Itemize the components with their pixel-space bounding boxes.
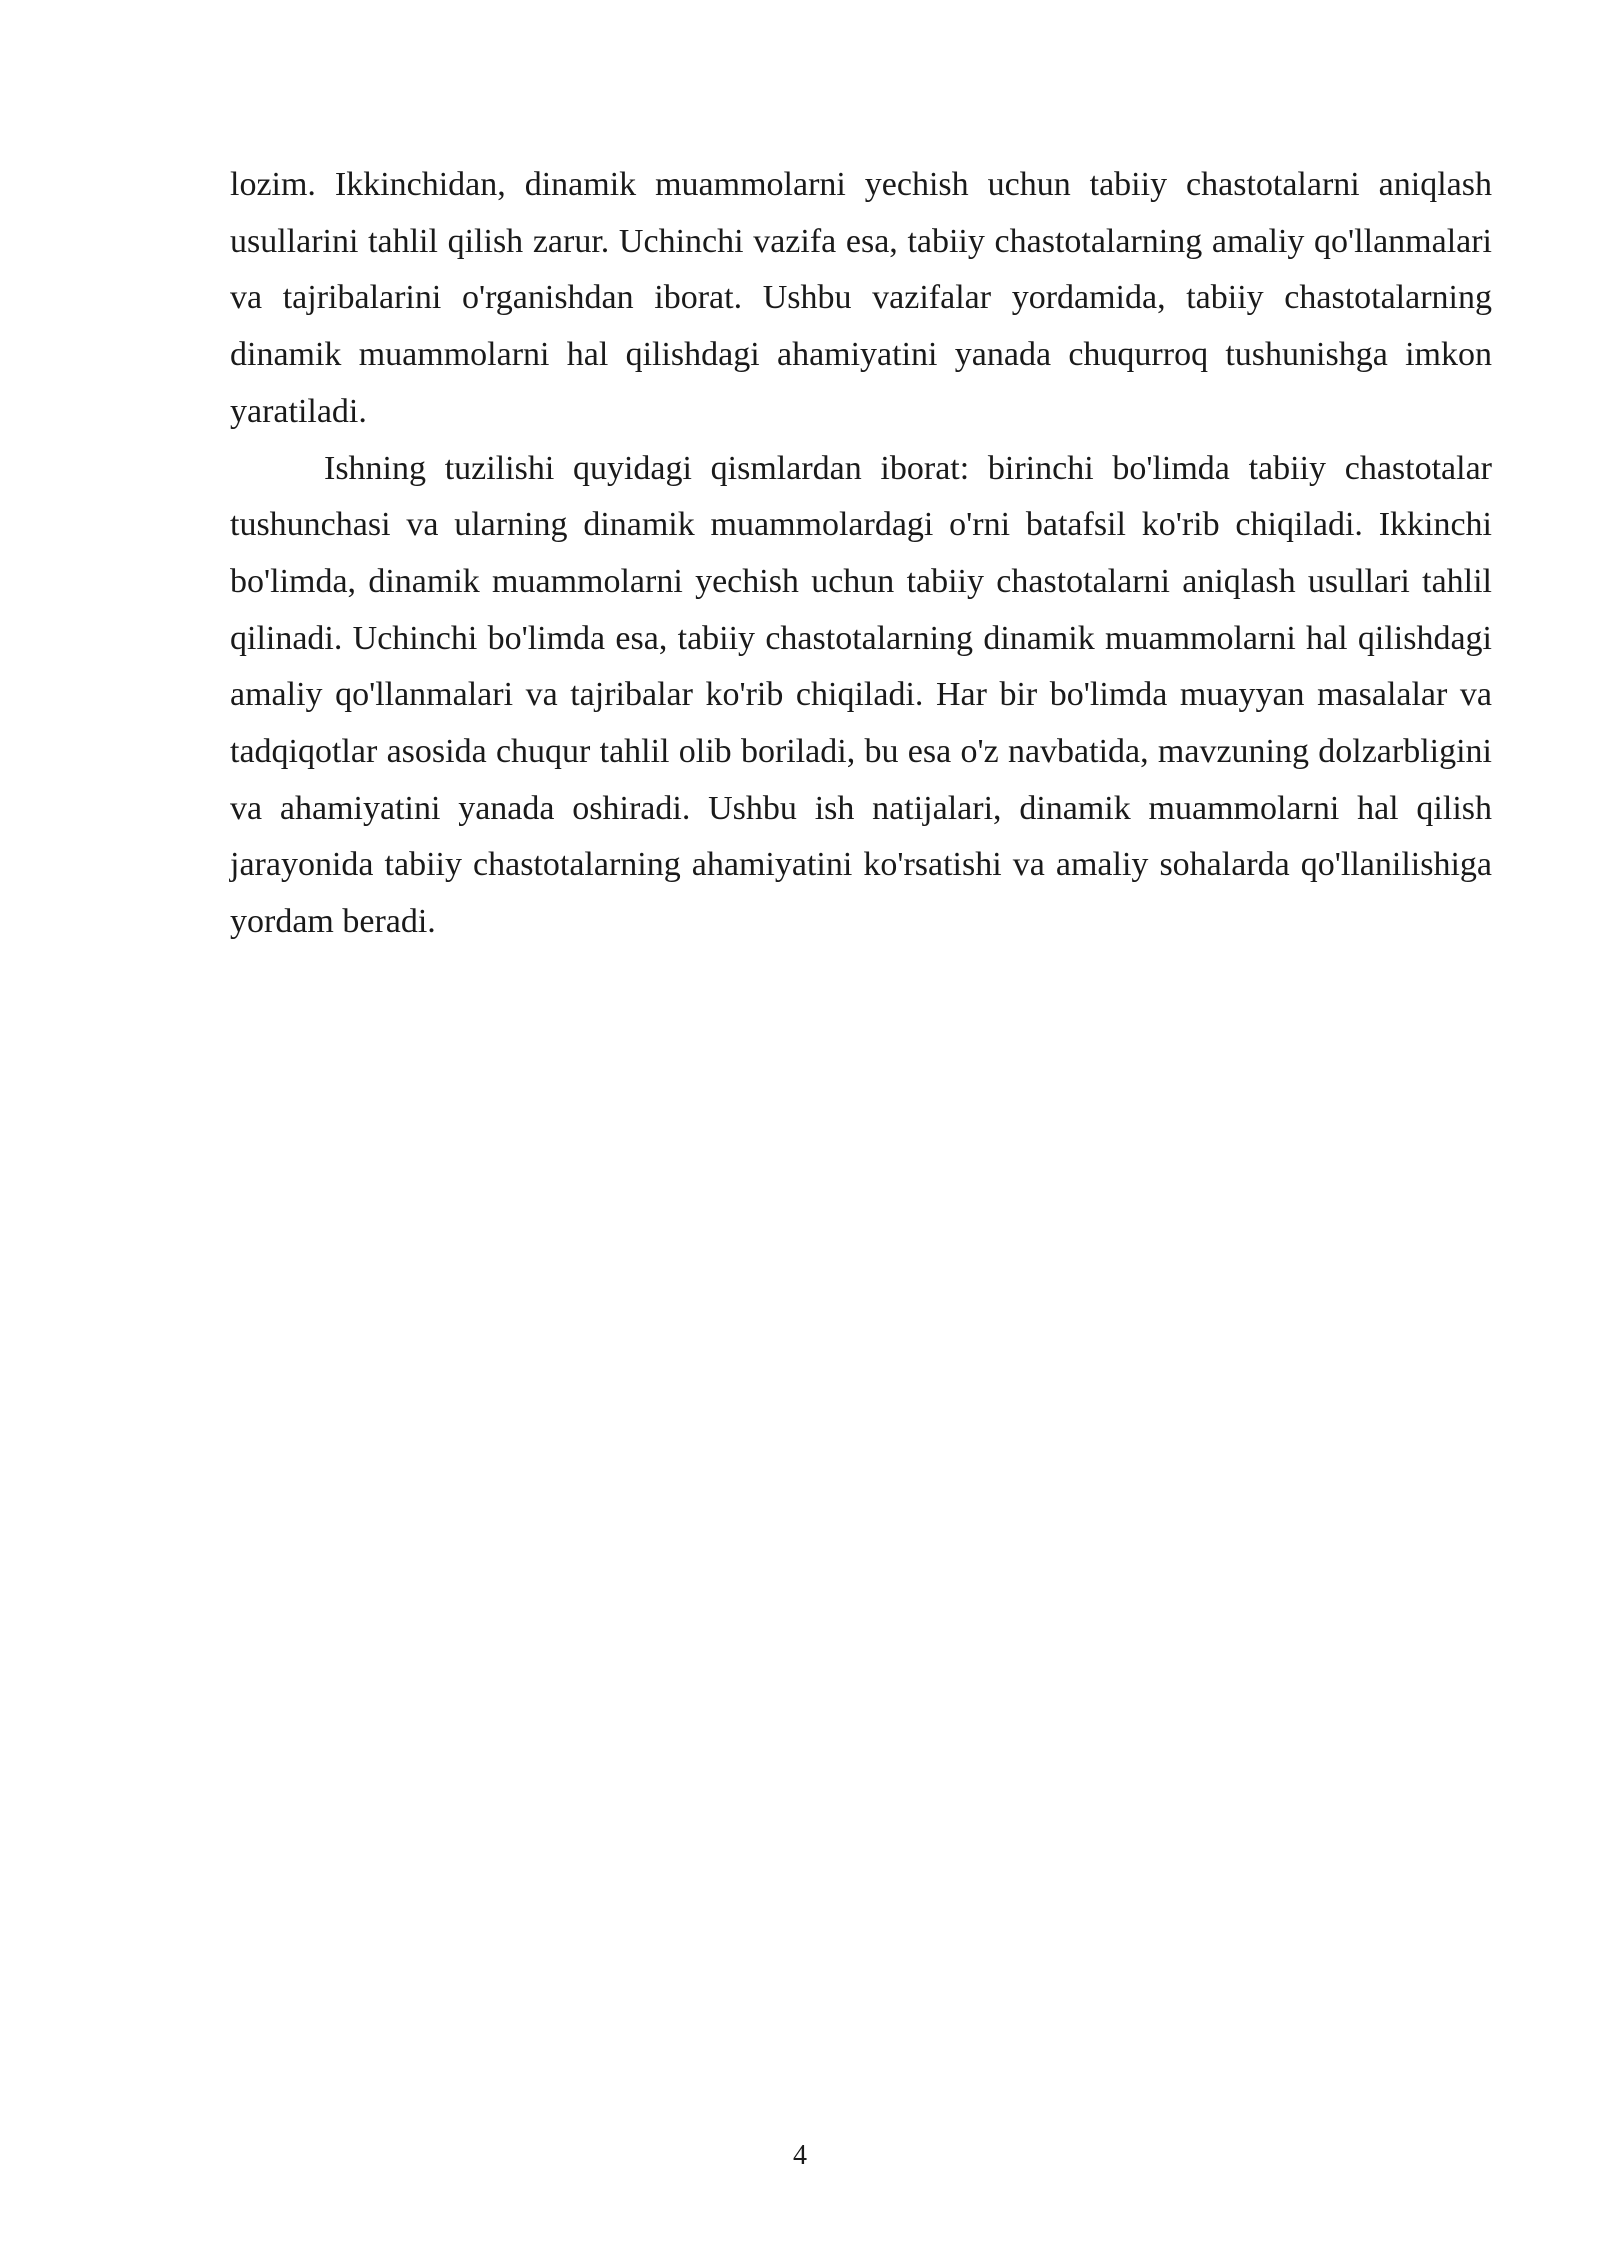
paragraph-structure: Ishning tuzilishi quyidagi qismlardan iborat: birinchi bo'limda tabiiy chastotalar tushunchasi va ularning dinamik muammolardagi o'rni batafsil ko'rib chiqiladi. Ikkinchi bo'limda, dinamik muammolarni yechish uchun tabiiy chastotalarni aniqlash usullari tahlil qilinadi. Uchinchi bo'limda esa, tabiiy chastotalarning dinamik muammolarni hal qilishdagi amaliy qo'llanmalari va tajribalar ko'rib chiqiladi. Har bir bo'limda muayyan masalalar va tadqiqotlar asosida chuqur tahlil olib boriladi, bu esa o'z navbatida, mavzuning dolzarbligini va ahamiyatini yanada oshiradi. Ushbu ish natijalari, dinamik muammolarni hal qilish jarayonida tabiiy chastotalarning ahamiyatini ko'rsatishi va amaliy sohalarda qo'llanilishiga yordam beradi. <box>230 449 1492 941</box>
page-number: 4 <box>793 2140 807 2171</box>
body-text <box>230 157 1492 951</box>
paragraph-continuation: lozim. Ikkinchidan, dinamik muammolarni yechish uchun tabiiy chastotalarni aniqlash usullarini tahlil qilish zarur. Uchinchi vazifa esa, tabiiy chastotalarning amaliy qo'llanmalari va tajribalarini o'rganishdan iborat. Ushbu vazifalar yordamida, tabiiy chastotalarning dinamik muammolarni hal qilishdagi ahamiyatini yanada chuqurroq tushunishga imkon yaratiladi. <box>230 166 1492 430</box>
